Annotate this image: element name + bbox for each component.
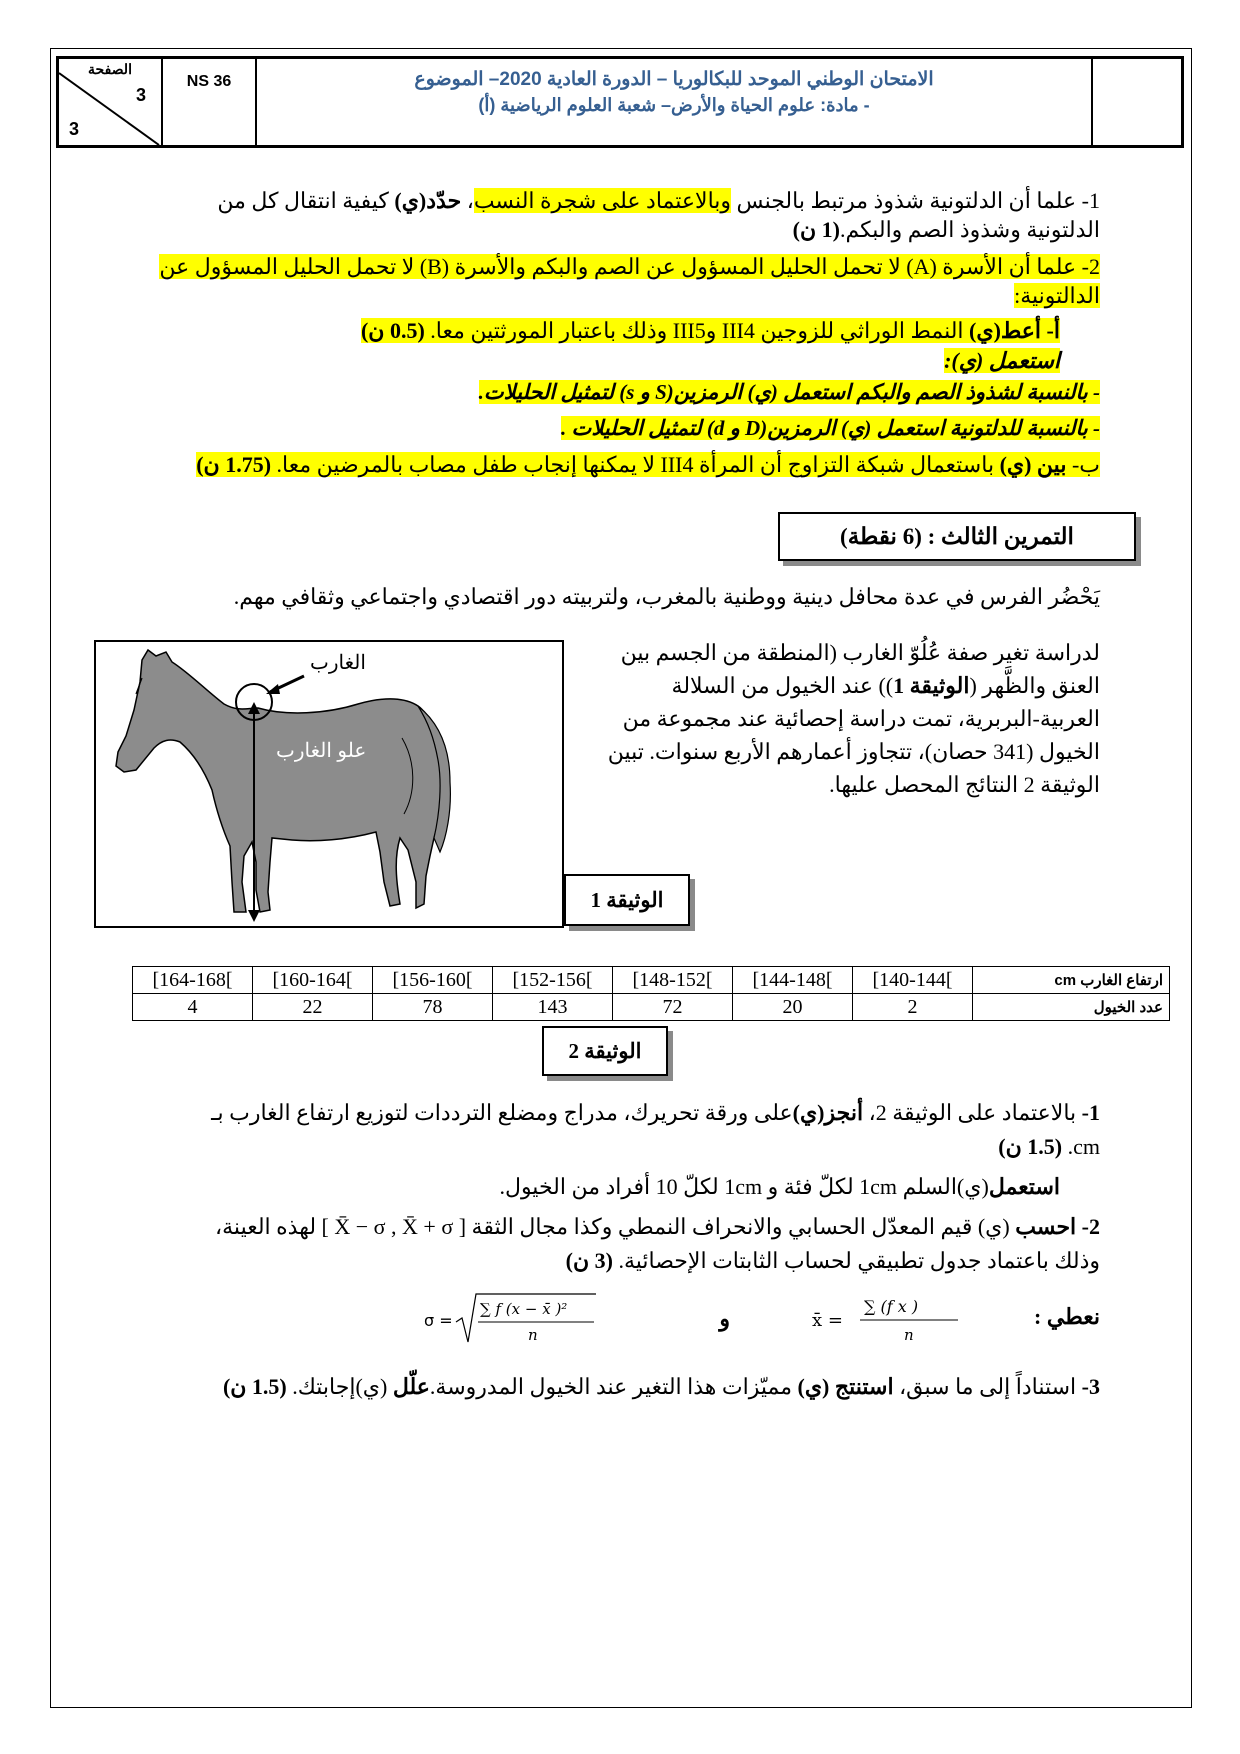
question-2-intro (150, 252, 1100, 310)
q1-score: (1 ن) (792, 217, 840, 242)
table-cell: [152-156[ (493, 967, 613, 994)
height-label: علو الغارب (276, 740, 367, 762)
question-2b (110, 450, 1100, 479)
study-paragraph (600, 636, 1100, 801)
q33-text-c: (ي)إجابتك. (286, 1374, 393, 1399)
q1-sep: ، (461, 188, 474, 213)
q2-intro-text: 2- علما أن الأسرة (A) لا تحمل الحليل المسؤول عن الصم والبكم والأسرة (B) لا تحمل الحليل المسؤول عن الدالتونية: (159, 254, 1100, 308)
use-title-text: استعمل (ي): (944, 348, 1060, 373)
blank-cell (1093, 59, 1181, 145)
std-dev-formula (420, 1288, 600, 1348)
table-cell: 78 (373, 994, 493, 1021)
q2b-text: باستعمال شبكة التزاوج أن المرأة III4 لا يمكنها إنجاب طفل مصاب بالمرضين معا. (271, 452, 1000, 477)
table-row-header: ارتفاع الغارب cm (973, 967, 1170, 994)
svg-text:n: n (904, 1326, 914, 1344)
svg-text:n: n (528, 1326, 538, 1344)
q32-num: 2- احسب (1015, 1214, 1100, 1239)
q32-score: (3 ن) (565, 1248, 613, 1273)
table-row-header: عدد الخيول (973, 994, 1170, 1021)
horse-illustration (96, 642, 562, 926)
q31-verb: أنجز(ي) (792, 1100, 864, 1125)
exam-code: NS 36 (186, 73, 232, 90)
q31-text-b: على ورقة تحريرك، مدراج ومضلع الترددات لتوزيع ارتفاع الغارب بـ cm. (211, 1100, 1100, 1159)
svg-text:x̄ =: x̄ = (812, 1310, 843, 1331)
table-cell: [140-144[ (853, 967, 973, 994)
q31-text-a: بالاعتماد على الوثيقة 2، (863, 1100, 1082, 1125)
table-cell: 4 (133, 994, 253, 1021)
q33-text-b: مميّزات هذا التغير عند الخيول المدروسة. (429, 1374, 798, 1399)
table-cell: [164-168[ (133, 967, 253, 994)
table-cell: 22 (253, 994, 373, 1021)
mean-formula (808, 1288, 978, 1348)
q32-text-a: (ي) قيم المعدّل الحسابي والانحراف النمطي وكذا مجال الثقة [ X̄ − σ , X̄ + σ ] لهذه العينة، (215, 1214, 1016, 1239)
q33-verb-2: علّل (392, 1374, 430, 1399)
q31-score: (1.5 ن) (998, 1134, 1063, 1159)
question-3-3 (140, 1372, 1100, 1401)
withers-arrowhead (266, 684, 280, 694)
q33-num: 3- (1081, 1374, 1100, 1399)
study-text-2: )) عند الخيول من السلالة العربية-البربرية، تمت دراسة إحصائية عند مجموعة من الخيول (341 حصان)، تتجاوز أعمارهم الأربع سنوات. تبين الوثيقة 2 النتائج المحصل عليها. (607, 673, 1100, 797)
table-cell: [144-148[ (733, 967, 853, 994)
q32-text-b: وذلك باعتماد جدول تطبيقي لحساب الثابتات الإحصائية. (612, 1248, 1100, 1273)
scale-text: (ي)السلم 1cm لكلّ فئة و 1cm لكلّ 10 أفراد من الخيول. (499, 1174, 989, 1199)
question-3-2 (100, 1210, 1100, 1278)
exam-title: الامتحان الوطني الموحد للبكالوريا – الدورة العادية 2020– الموضوع (414, 69, 934, 90)
use-line-1 (150, 378, 1100, 407)
q1-highlight: وبالاعتماد على شجرة النسب (473, 188, 732, 213)
q33-text-a: استناداً إلى ما سبق، (893, 1374, 1082, 1399)
svg-text:∑ (f x ): ∑ (f x ) (864, 1297, 919, 1316)
q2a-letter: أ- (1041, 318, 1060, 343)
q2a-text: النمط الوراثي للزوجين III4 وIII5 وذلك باعتبار المورثتين معا. (424, 318, 970, 343)
withers-label: الغارب (310, 652, 366, 674)
document-2-label: الوثيقة 2 (542, 1026, 668, 1076)
table-cell: [156-160[ (373, 967, 493, 994)
use-line-2-text: - بالنسبة للدلتونية استعمل (ي) الرمزين(D و d) لتمثيل الحليلات . (561, 416, 1100, 440)
question-2a (150, 316, 1060, 345)
scale-verb: استعمل (988, 1174, 1060, 1199)
and-label: و (719, 1306, 730, 1331)
q2a-score: (0.5 ن) (360, 318, 425, 343)
q1-verb: حدّد(ي) (394, 188, 462, 213)
page-label: الصفحة (88, 61, 132, 77)
use-title (150, 346, 1060, 375)
study-doc-ref: الوثيقة 1 (893, 673, 970, 698)
exam-code-cell (163, 59, 257, 145)
table-cell: 143 (493, 994, 613, 1021)
horse-figure (94, 640, 564, 928)
page-number-cell (59, 59, 163, 145)
q31-num: 1- (1081, 1100, 1100, 1125)
table-cell: 72 (613, 994, 733, 1021)
q1-text: 1- علما أن الدلتونية شذوذ مرتبط بالجنس (731, 188, 1100, 213)
exercise-intro: يَحْضُر الفرس في عدة محافل دينية ووطنية بالمغرب، ولتربيته دور اقتصادي واجتماعي وثقافي مهم. (233, 584, 1100, 609)
table-cell: 20 (733, 994, 853, 1021)
scale-note (300, 1172, 1060, 1201)
q1-rest: كيفية انتقال كل من الدلتونية وشذوذ الصم والبكم. (217, 188, 1100, 242)
question-1 (180, 186, 1100, 244)
q2b-score: (1.75 ن) (196, 452, 272, 477)
q33-verb-1: استنتج (ي) (797, 1374, 894, 1399)
study-text-1: لدراسة تغير صفة عُلُوّ الغارب (المنطقة من الجسم بين العنق والظَّهر ( (620, 640, 1100, 698)
q33-score: (1.5 ن) (222, 1374, 287, 1399)
exam-header (56, 56, 1184, 148)
exercise-3-title: التمرين الثالث : (6 نقطة) (778, 512, 1136, 561)
question-3-1 (200, 1096, 1100, 1164)
table-row (133, 967, 1170, 994)
page-total: 3 (69, 119, 80, 139)
svg-text:∑ f (x − x̄ )²: ∑ f (x − x̄ )² (480, 1300, 568, 1318)
svg-text:σ =: σ = (424, 1311, 453, 1330)
use-line-2 (150, 414, 1100, 443)
page-current: 3 (136, 85, 147, 105)
table-cell: [148-152[ (613, 967, 733, 994)
q2a-verb: أعط(ي) (969, 318, 1042, 343)
given-label: نعطي : (1034, 1304, 1100, 1329)
height-arrow-bottom (248, 910, 260, 922)
use-line-1-text: - بالنسبة لشذوذ الصم والبكم استعمل (ي) الرمزين(S و s) لتمثيل الحليلات. (478, 380, 1100, 404)
table-row (133, 994, 1170, 1021)
table-cell: [160-164[ (253, 967, 373, 994)
table-cell: 2 (853, 994, 973, 1021)
q2b-verb: بين (ي) (999, 452, 1067, 477)
q2b-letter: ب- (1066, 452, 1100, 477)
exam-title-cell (257, 59, 1093, 145)
exam-subject: - مادة: علوم الحياة والأرض– شعبة العلوم الرياضية (أ) (478, 95, 870, 115)
horse-height-table (132, 966, 1170, 1021)
document-1-label: الوثيقة 1 (564, 874, 690, 926)
